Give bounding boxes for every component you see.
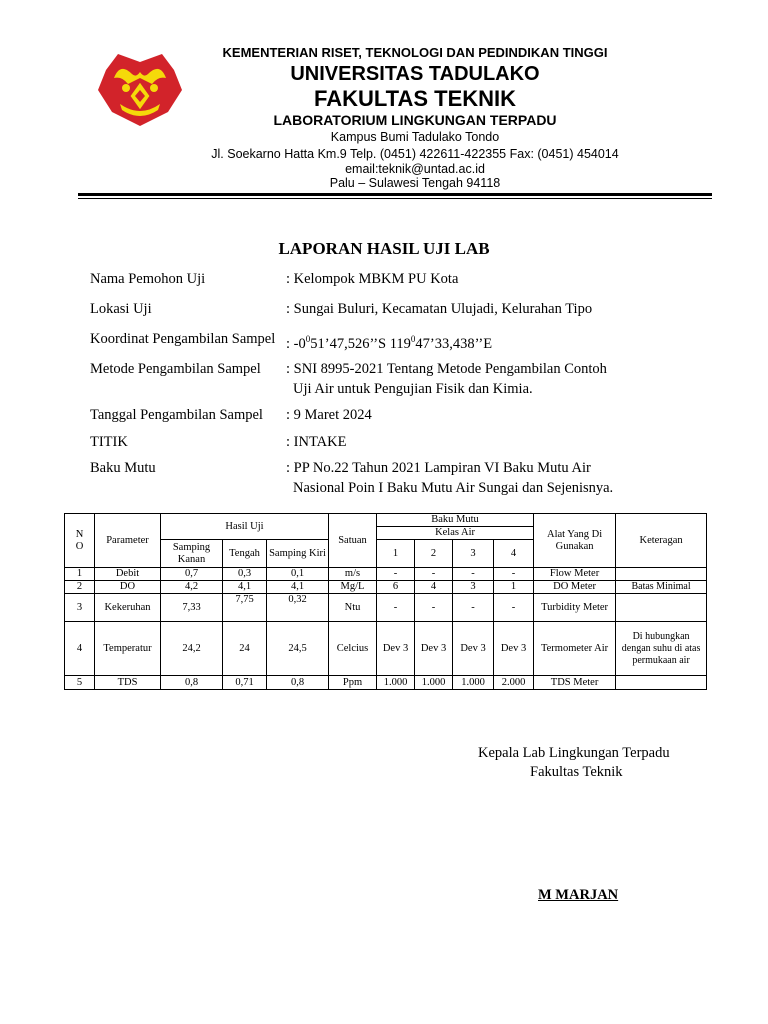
address-line: Jl. Soekarno Hatta Km.9 Telp. (0451) 422611-422355 Fax: (0451) 454014: [211, 147, 619, 161]
cell-no: 3: [65, 594, 95, 622]
header-kelas-3: 3: [453, 540, 494, 568]
city-line: Palu – Sulawesi Tengah 94118: [329, 176, 501, 190]
cell-tengah: 4,1: [223, 581, 267, 594]
cell-alat: Flow Meter: [534, 568, 616, 581]
cell-no: 4: [65, 622, 95, 676]
field-label-point: TITIK: [90, 434, 128, 450]
cell-kelas-3: 1.000: [453, 676, 494, 690]
cell-samping-kiri: 0,1: [267, 568, 329, 581]
cell-samping-kanan: 7,33: [161, 594, 223, 622]
header-keterangan: Keteragan: [616, 514, 707, 568]
table-row: [65, 594, 707, 622]
cell-tengah: 7,75: [223, 594, 267, 622]
cell-alat: Termometer Air: [534, 622, 616, 676]
results-table: [64, 513, 707, 690]
field-value-date: : 9 Maret 2024: [286, 407, 372, 423]
campus-line: Kampus Bumi Tadulako Tondo: [330, 130, 500, 144]
cell-kelas-3: -: [453, 568, 494, 581]
header-samping-kanan: Samping Kanan: [161, 540, 223, 568]
header-divider-thin: [78, 198, 712, 199]
cell-samping-kanan: 24,2: [161, 622, 223, 676]
cell-kelas-4: -: [494, 568, 534, 581]
signature-faculty: Fakultas Teknik: [530, 764, 623, 780]
cell-parameter: Debit: [95, 568, 161, 581]
header-divider-thick: [78, 193, 712, 196]
field-label-location: Lokasi Uji: [90, 301, 152, 317]
report-title: LAPORAN HASIL UJI LAB: [278, 239, 490, 258]
field-value-standard: : PP No.22 Tahun 2021 Lampiran VI Baku Mutu Air Nasional Poin I Baku Mutu Air Sungai dan Sejenisnya.: [286, 460, 614, 496]
header-kelas-air: Kelas Air: [377, 527, 534, 540]
cell-keterangan: Batas Minimal: [616, 581, 707, 594]
table-row: [65, 622, 707, 676]
header-kelas-2: 2: [415, 540, 453, 568]
field-label-standard: Baku Mutu: [90, 460, 156, 476]
header-tengah: Tengah: [223, 540, 267, 568]
cell-samping-kanan: 4,2: [161, 581, 223, 594]
cell-keterangan: [616, 594, 707, 622]
cell-parameter: DO: [95, 581, 161, 594]
cell-kelas-1: -: [377, 568, 415, 581]
cell-samping-kiri: 24,5: [267, 622, 329, 676]
cell-samping-kiri: 4,1: [267, 581, 329, 594]
email-line: email:teknik@untad.ac.id: [345, 162, 485, 176]
table-row: [65, 676, 707, 690]
header-satuan: Satuan: [329, 514, 377, 568]
lab-name: LABORATORIUM LINGKUNGAN TERPADU: [273, 112, 557, 128]
field-label-date: Tanggal Pengambilan Sampel: [90, 407, 263, 423]
university-logo: [96, 48, 184, 128]
cell-no: 1: [65, 568, 95, 581]
cell-parameter: Kekeruhan: [95, 594, 161, 622]
field-value-method: : SNI 8995-2021 Tentang Metode Pengambilan Contoh Uji Air untuk Pengujian Fisik dan Kimia.: [286, 361, 607, 397]
signature-name: M MARJAN: [538, 887, 619, 903]
cell-kelas-1: 6: [377, 581, 415, 594]
cell-no: 2: [65, 581, 95, 594]
field-label-coordinates: Koordinat Pengambilan Sampel: [90, 331, 276, 347]
cell-satuan: Celcius: [329, 622, 377, 676]
field-value-coordinates: : $-0^051’47,526’’S$ $119^047’33,438’’E$: [286, 334, 493, 352]
cell-samping-kiri: 0,8: [267, 676, 329, 690]
faculty-name: FAKULTAS TEKNIK: [313, 86, 517, 111]
header-no: N O: [65, 514, 95, 568]
cell-satuan: Ppm: [329, 676, 377, 690]
header-parameter: Parameter: [95, 514, 161, 568]
header-kelas-4: 4: [494, 540, 534, 568]
cell-samping-kanan: 0,8: [161, 676, 223, 690]
cell-satuan: Mg/L: [329, 581, 377, 594]
cell-kelas-2: Dev 3: [415, 622, 453, 676]
cell-kelas-1: -: [377, 594, 415, 622]
field-value-applicant: : Kelompok MBKM PU Kota: [286, 271, 459, 287]
cell-alat: TDS Meter: [534, 676, 616, 690]
header-samping-kiri: Samping Kiri: [267, 540, 329, 568]
cell-kelas-3: Dev 3: [453, 622, 494, 676]
logo-emblem-right-dot: [150, 84, 158, 92]
cell-tengah: 0,71: [223, 676, 267, 690]
signature-title: Kepala Lab Lingkungan Terpadu: [478, 745, 670, 761]
cell-kelas-2: 1.000: [415, 676, 453, 690]
cell-keterangan: [616, 676, 707, 690]
cell-kelas-3: -: [453, 594, 494, 622]
cell-kelas-4: Dev 3: [494, 622, 534, 676]
cell-kelas-4: 1: [494, 581, 534, 594]
cell-kelas-1: 1.000: [377, 676, 415, 690]
header-baku-mutu: Baku Mutu: [377, 514, 534, 527]
field-value-point: : INTAKE: [286, 434, 347, 450]
cell-kelas-2: -: [415, 594, 453, 622]
cell-tengah: 24: [223, 622, 267, 676]
university-name: UNIVERSITAS TADULAKO: [290, 63, 540, 85]
cell-kelas-2: -: [415, 568, 453, 581]
logo-emblem-left-dot: [122, 84, 130, 92]
cell-satuan: Ntu: [329, 594, 377, 622]
cell-no: 5: [65, 676, 95, 690]
header-hasil-uji: Hasil Uji: [161, 514, 329, 540]
cell-alat: DO Meter: [534, 581, 616, 594]
header-kelas-1: 1: [377, 540, 415, 568]
cell-kelas-1: Dev 3: [377, 622, 415, 676]
cell-parameter: TDS: [95, 676, 161, 690]
cell-samping-kiri: 0,32: [267, 594, 329, 622]
cell-keterangan: Di hubungkan dengan suhu di atas permukaan air: [616, 622, 707, 676]
field-value-location: : Sungai Buluri, Kecamatan Ulujadi, Kelurahan Tipo: [286, 301, 593, 317]
table-row: [65, 568, 707, 581]
field-label-applicant: Nama Pemohon Uji: [90, 271, 206, 287]
header-alat: Alat Yang Di Gunakan: [534, 514, 616, 568]
ministry-name: KEMENTERIAN RISET, TEKNOLOGI DAN PEDINDIKAN TINGGI: [222, 45, 608, 60]
cell-kelas-2: 4: [415, 581, 453, 594]
table-row: [65, 581, 707, 594]
field-label-method: Metode Pengambilan Sampel: [90, 361, 261, 377]
cell-samping-kanan: 0,7: [161, 568, 223, 581]
cell-tengah: 0,3: [223, 568, 267, 581]
cell-kelas-4: 2.000: [494, 676, 534, 690]
cell-satuan: m/s: [329, 568, 377, 581]
cell-kelas-4: -: [494, 594, 534, 622]
cell-parameter: Temperatur: [95, 622, 161, 676]
cell-kelas-3: 3: [453, 581, 494, 594]
cell-keterangan: [616, 568, 707, 581]
cell-alat: Turbidity Meter: [534, 594, 616, 622]
